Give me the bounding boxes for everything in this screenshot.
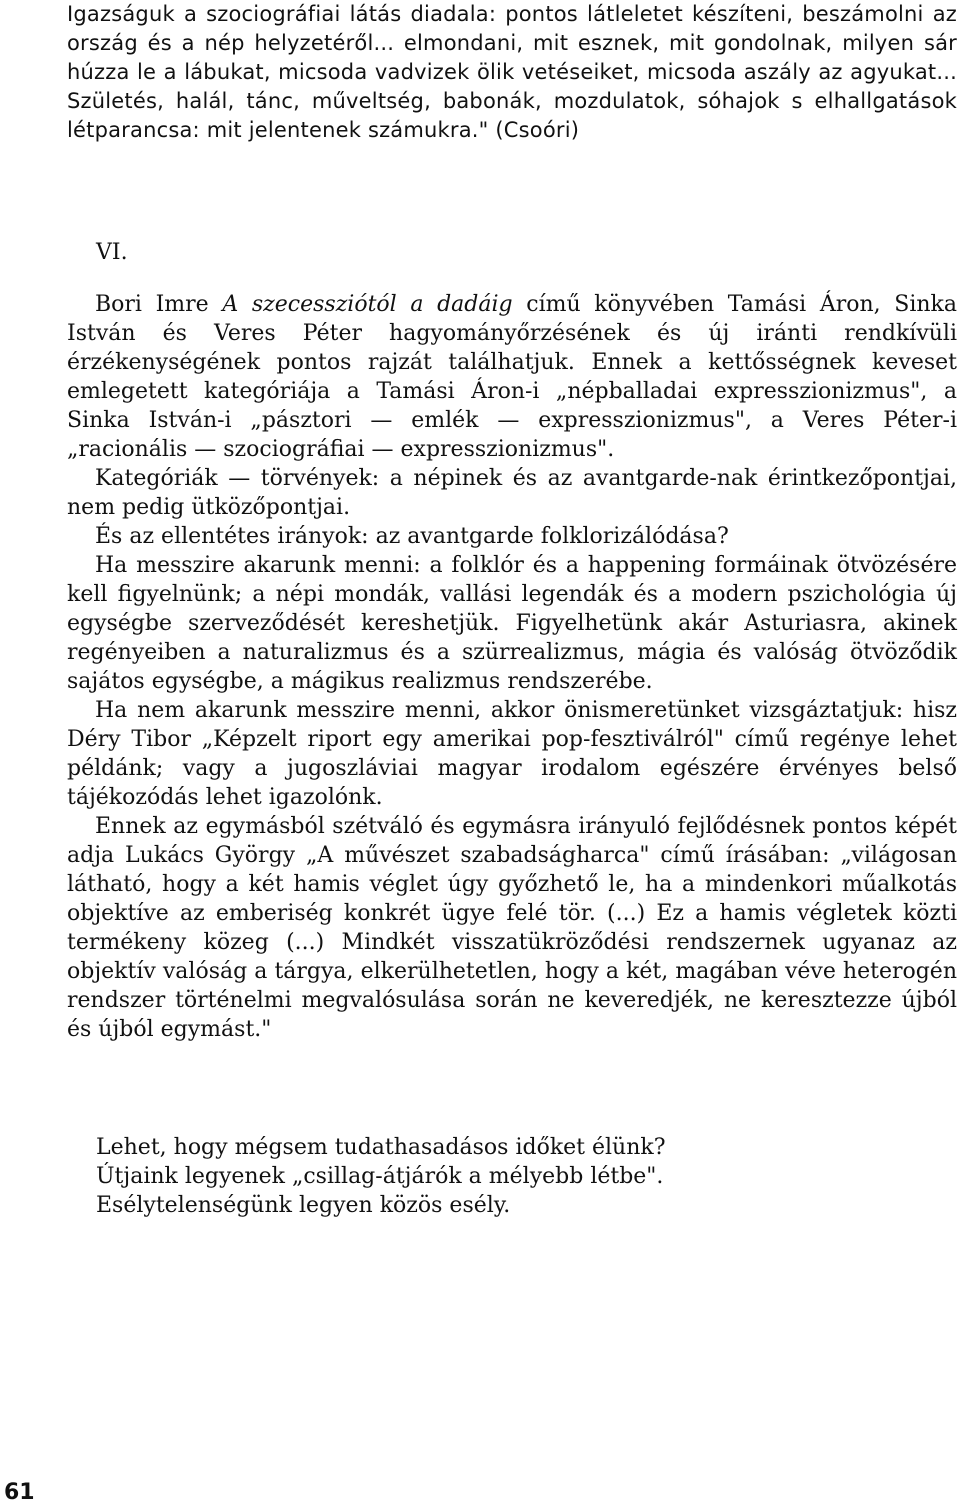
body-paragraph-1-lead: Bori Imre xyxy=(95,292,223,317)
closing-line-3: Esélytelenségünk legyen közös esély. xyxy=(96,1193,511,1218)
body-paragraph-1-rest: című könyvében Tamási Áron, Sinka István és Veres Péter hagyományőrzésének és új iránti rendkívüli érzékenységének pontos rajzát találhatjuk. Ennek a kettősségnek keveset emlegetett kategóriája a Tamási Áron-i „népballadai expresszionizmus", a Sinka István-i „pásztori — emlék — expresszionizmus", a Veres Péter-i „racionális — szociográfiai — expresszionizmus". xyxy=(67,292,958,462)
body-paragraph-3: És az ellentétes irányok: az avantgarde folklorizálódása? xyxy=(95,524,729,549)
body-paragraph-6: Ennek az egymásból szétváló és egymásra irányuló fejlődésnek pontos képét adja Lukács György „A művészet szabadságharca" című írásában: „világosan látható, hogy a két hamis véglet úgy győzhető le, ha a mindenkori műalkotás objektíve az emberiség konkrét ügye felé tör. (...) Ez a hamis végletek közti termékeny közeg (...) Mindkét visszatükröződési rendszernek ugyanaz az objektív valóság a tárgya, elkerülhetetlen, hogy a két, magában véve heterogén rendszer történelmi megvalósulása során ne keveredjék, ne keresztezze újból és újból egymást." xyxy=(67,814,957,1042)
closing-line-1: Lehet, hogy mégsem tudathasadásos időket élünk? xyxy=(96,1135,666,1160)
quote-text: Igazságuk a szociográfiai látás diadala: pontos látleletet készíteni, beszámolni az ország és a nép helyzetéről... elmondani, mit esznek, mit gondolnak, milyen sár húzza le a lábukat, micsoda vadvizek ölik vetéseiket, micsoda aszály az agyukat... Születés, halál, tánc, műveltség, babonák, mozdulatok, sóhajok s elhallgatások létparancsa: mit jelentenek számukra." (Csoóri) xyxy=(67,2,957,142)
closing-line-2: Útjaink legyenek „csillag-átjárók a mélyebb létbe". xyxy=(96,1164,664,1189)
page-number: 61 xyxy=(4,1480,35,1505)
quote-paragraph xyxy=(67,0,957,145)
body-paragraph-4: Ha messzire akarunk menni: a folklór és a happening formáinak ötvözésére kell figyelnünk; a népi mondák, vallási legendák és a modern pszichológia új egységbe szerveződését kereshetjük. Figyelhetünk akár Asturiasra, akinek regényeiben a naturalizmus és a szürrealizmus, mágia és valóság ötvöződik sajátos egységbe, a mágikus realizmus rendszerébe. xyxy=(67,553,957,694)
main-body xyxy=(67,290,957,1044)
body-paragraph-5: Ha nem akarunk messzire menni, akkor önismeretünket vizsgáztatjuk: hisz Déry Tibor „Képzelt riport egy amerikai pop-fesztiválról" című regénye lehet példánk; vagy a jugoszláviai magyar irodalom egészére érvényes belső tájékozódás lehet igazolónk. xyxy=(67,698,957,810)
closing-lines xyxy=(96,1133,896,1220)
body-paragraph-1 xyxy=(67,290,957,464)
section-heading: VI. xyxy=(96,240,128,265)
book-title: A szecessziótól a dadáig xyxy=(222,292,513,317)
body-paragraph-2: Kategóriák — törvények: a népinek és az avantgarde-nak érintkezőpontjai, nem pedig ütközőpontjai. xyxy=(67,466,957,520)
